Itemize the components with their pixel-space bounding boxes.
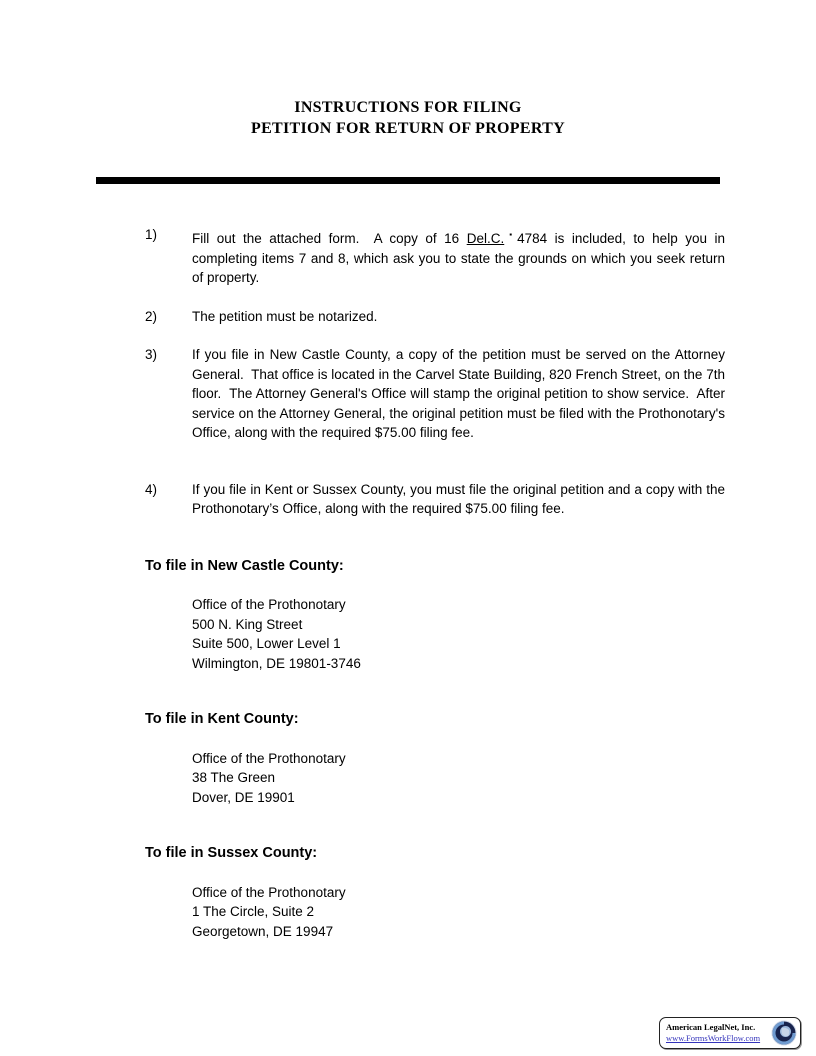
statute-citation: Del.C. <box>466 231 505 246</box>
legalnet-badge <box>659 1017 801 1049</box>
address-line: Dover, DE 19901 <box>192 789 295 805</box>
instruction-item-1 <box>145 225 725 288</box>
address-line: Suite 500, Lower Level 1 <box>192 636 341 651</box>
address-block <box>192 595 725 673</box>
item-text: If you file in New Castle County, a copy of the petition must be served on the Attorney General. That office is located in the Carvel State Building, 820 French Street, on the 7th floor. The Attorney General's Office will stamp the original petition to show service. After service on the Attorney General, the original petition must be filed with the Prothonotary's Office, along with the required $75.00 filing fee. <box>192 347 725 440</box>
filing-section-kent <box>145 710 725 807</box>
address-line: 500 N. King Street <box>192 616 303 632</box>
item1-text-before: Fill out the attached form. A copy of 16 <box>192 231 467 246</box>
title-line-2: PETITION FOR RETURN OF PROPERTY <box>251 120 565 137</box>
item-text <box>192 225 725 288</box>
item-number: 2) <box>145 308 158 324</box>
instruction-item-2 <box>145 307 725 327</box>
instruction-item-3 <box>145 345 725 443</box>
address-block <box>192 883 725 942</box>
item-text: The petition must be notarized. <box>192 308 378 324</box>
badge-text <box>666 1022 771 1044</box>
item1-text-after: 4784 is included, to help you in completing items 7 and 8, which ask you to state the grounds on which you seek return of property. <box>192 231 725 285</box>
page-title <box>0 0 816 139</box>
address-line: Wilmington, DE 19801-3746 <box>192 655 361 671</box>
item-number: 1) <box>145 227 158 242</box>
company-name: American LegalNet, Inc. <box>666 1022 756 1032</box>
address-line: Georgetown, DE 19947 <box>192 923 334 939</box>
filing-heading: To file in Kent County: <box>145 711 299 727</box>
section-symbol: ▪ <box>509 230 513 239</box>
filing-section-sussex <box>145 844 725 941</box>
globe-icon <box>771 1020 797 1046</box>
address-line: Office of the Prothonotary <box>192 884 346 900</box>
address-line: 1 The Circle, Suite 2 <box>192 904 315 919</box>
website-link[interactable]: www.FormsWorkFlow.com <box>666 1033 761 1043</box>
instruction-item-4 <box>145 480 725 519</box>
address-block <box>192 749 725 808</box>
address-line: Office of the Prothonotary <box>192 597 346 612</box>
divider-rule <box>96 177 720 184</box>
item-number: 4) <box>145 481 158 497</box>
item-number: 3) <box>145 347 158 362</box>
filing-heading: To file in Sussex County: <box>145 845 318 861</box>
address-line: 38 The Green <box>192 770 276 785</box>
title-line-1: INSTRUCTIONS FOR FILING <box>294 99 522 116</box>
filing-heading: To file in New Castle County: <box>145 557 344 574</box>
item-text: If you file in Kent or Sussex County, you must file the original petition and a copy with the Prothonotary’s Office, along with the required $75.00 filing fee. <box>192 481 725 516</box>
document-body <box>0 225 816 941</box>
address-line: Office of the Prothonotary <box>192 750 346 766</box>
filing-section-new-castle <box>145 557 725 674</box>
